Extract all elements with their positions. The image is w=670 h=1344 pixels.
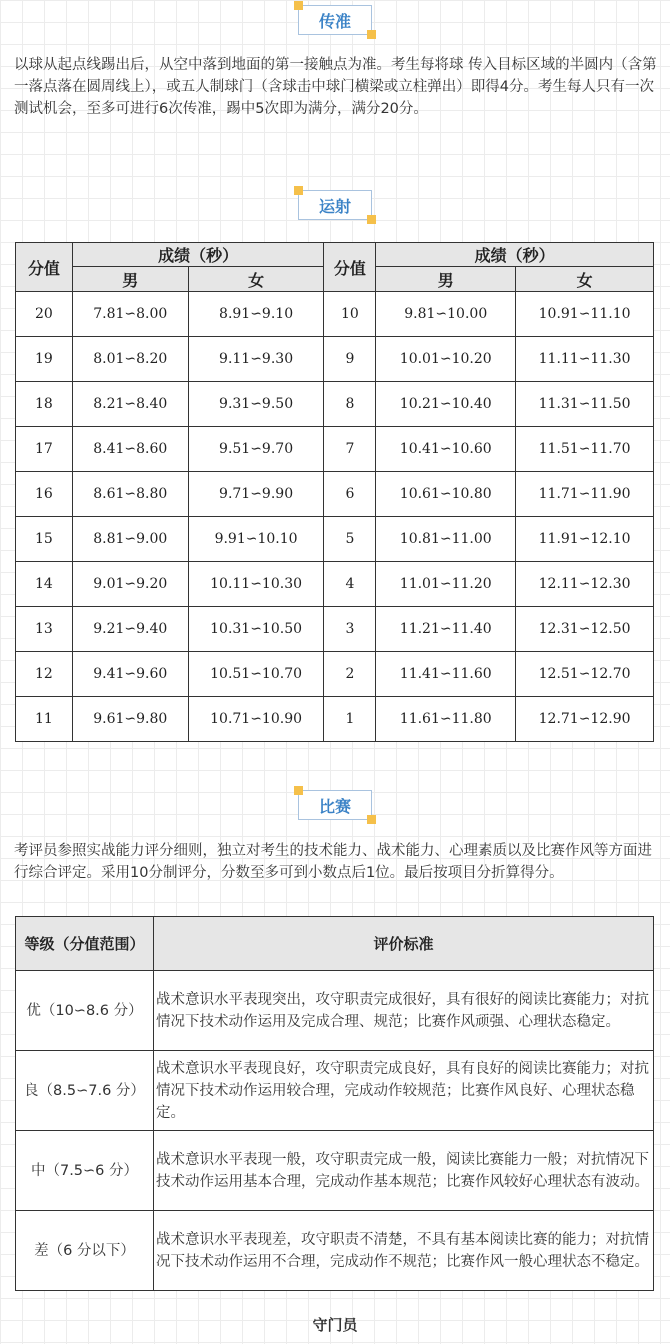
table-row — [16, 607, 654, 652]
score-left-cell: 17 — [16, 427, 73, 472]
score-right-cell: 5 — [324, 517, 376, 562]
male-time-right-cell: 11.61∽11.80 — [376, 697, 516, 742]
female-time-left-cell: 9.11∽9.30 — [188, 337, 324, 382]
female-time-right-cell: 11.31∽11.50 — [516, 382, 654, 427]
male-time-left-cell: 9.41∽9.60 — [72, 652, 188, 697]
score-right-cell: 8 — [324, 382, 376, 427]
female-time-right-cell: 12.51∽12.70 — [516, 652, 654, 697]
female-header: 女 — [188, 267, 324, 292]
table-row — [16, 427, 654, 472]
table-row — [16, 292, 654, 337]
male-time-right-cell: 10.61∽10.80 — [376, 472, 516, 517]
goalkeeper-title: 守门员 — [312, 1316, 358, 1334]
score-table-body — [16, 292, 654, 742]
female-time-left-cell: 9.91∽10.10 — [188, 517, 324, 562]
score-left-cell: 11 — [16, 697, 73, 742]
score-left-cell: 12 — [16, 652, 73, 697]
score-right-cell: 2 — [324, 652, 376, 697]
score-right-cell: 3 — [324, 607, 376, 652]
male-time-left-cell: 9.01∽9.20 — [72, 562, 188, 607]
male-time-left-cell: 8.41∽8.60 — [72, 427, 188, 472]
match-table-body — [16, 971, 654, 1291]
section-title-shot — [298, 190, 372, 220]
male-time-right-cell: 9.81∽10.00 — [376, 292, 516, 337]
score-left-cell: 19 — [16, 337, 73, 382]
male-time-left-cell: 8.81∽9.00 — [72, 517, 188, 562]
male-header: 男 — [72, 267, 188, 292]
female-time-right-cell: 12.31∽12.50 — [516, 607, 654, 652]
table-row — [16, 697, 654, 742]
female-time-left-cell: 9.51∽9.70 — [188, 427, 324, 472]
grade-cell: 良（8.5∽7.6 分） — [16, 1051, 154, 1131]
score-right-cell: 1 — [324, 697, 376, 742]
criteria-cell: 战术意识水平表现一般，攻守职责完成一般，阅读比赛能力一般；对抗情况下技术动作运用基本合理，完成动作基本规范；比赛作风较好心理状态有波动。 — [154, 1131, 654, 1211]
score-right-cell: 10 — [324, 292, 376, 337]
criteria-header: 评价标准 — [154, 917, 654, 971]
table-row — [16, 517, 654, 562]
male-header: 男 — [376, 267, 516, 292]
corner-marker — [294, 786, 303, 795]
shot-score-table — [15, 242, 654, 742]
male-time-left-cell: 7.81∽8.00 — [72, 292, 188, 337]
female-time-right-cell: 11.71∽11.90 — [516, 472, 654, 517]
section-title-pass — [298, 5, 372, 35]
male-time-left-cell: 9.21∽9.40 — [72, 607, 188, 652]
section-title-match — [298, 790, 372, 820]
criteria-cell: 战术意识水平表现良好，攻守职责完成良好，具有良好的阅读比赛能力；对抗情况下技术动作运用较合理，完成动作较规范；比赛作风良好、心理状态稳定。 — [154, 1051, 654, 1131]
pass-title-text: 传准 — [318, 11, 351, 31]
female-time-left-cell: 10.51∽10.70 — [188, 652, 324, 697]
female-time-left-cell: 10.31∽10.50 — [188, 607, 324, 652]
corner-marker — [367, 30, 376, 39]
table-row — [16, 1211, 654, 1291]
table-row — [16, 562, 654, 607]
match-description: 考评员参照实战能力评分细则，独立对考生的技术能力、战术能力、心理素质以及比赛作风等方面进行综合评定。采用10分制评分，分数至多可到小数点后1位。最后按项目分折算得分。 — [14, 843, 652, 881]
score-left-cell: 13 — [16, 607, 73, 652]
corner-marker — [294, 1, 303, 10]
table-row — [16, 472, 654, 517]
table-row — [16, 382, 654, 427]
shot-title-text: 运射 — [318, 196, 351, 216]
corner-marker — [294, 186, 303, 195]
corner-marker — [367, 815, 376, 824]
male-time-left-cell: 8.21∽8.40 — [72, 382, 188, 427]
score-header-right: 分值 — [324, 243, 376, 292]
match-title-text: 比赛 — [318, 796, 351, 816]
match-criteria-table — [15, 916, 654, 1291]
female-time-left-cell: 10.11∽10.30 — [188, 562, 324, 607]
grade-header: 等级（分值范围） — [16, 917, 154, 971]
table-row — [16, 1131, 654, 1211]
score-right-cell: 4 — [324, 562, 376, 607]
score-right-cell: 9 — [324, 337, 376, 382]
male-time-left-cell: 8.61∽8.80 — [72, 472, 188, 517]
male-time-left-cell: 8.01∽8.20 — [72, 337, 188, 382]
score-left-cell: 16 — [16, 472, 73, 517]
table-row — [16, 337, 654, 382]
female-time-left-cell: 9.31∽9.50 — [188, 382, 324, 427]
male-time-right-cell: 10.01∽10.20 — [376, 337, 516, 382]
table-row — [16, 1051, 654, 1131]
male-time-right-cell: 11.21∽11.40 — [376, 607, 516, 652]
score-left-cell: 20 — [16, 292, 73, 337]
female-header: 女 — [516, 267, 654, 292]
female-time-left-cell: 10.71∽10.90 — [188, 697, 324, 742]
table-row — [16, 971, 654, 1051]
male-time-right-cell: 11.01∽11.20 — [376, 562, 516, 607]
female-time-right-cell: 12.11∽12.30 — [516, 562, 654, 607]
criteria-cell: 战术意识水平表现突出，攻守职责完成很好，具有很好的阅读比赛能力；对抗情况下技术动作运用及完成合理、规范；比赛作风顽强、心理状态稳定。 — [154, 971, 654, 1051]
male-time-right-cell: 11.41∽11.60 — [376, 652, 516, 697]
grade-cell: 中（7.5∽6 分） — [16, 1131, 154, 1211]
score-header-left: 分值 — [16, 243, 73, 292]
grade-cell: 优（10∽8.6 分） — [16, 971, 154, 1051]
score-right-cell: 6 — [324, 472, 376, 517]
score-left-cell: 18 — [16, 382, 73, 427]
score-left-cell: 15 — [16, 517, 73, 562]
female-time-right-cell: 11.11∽11.30 — [516, 337, 654, 382]
corner-marker — [367, 215, 376, 224]
female-time-right-cell: 11.91∽12.10 — [516, 517, 654, 562]
pass-description: 以球从起点线踢出后，从空中落到地面的第一接触点为准。考生每将球 传入目标区域的半圆内（含第一落点落在圆周线上），或五人制球门（含球击中球门横梁或立柱弹出）即得4分。考生每人只有一次测试机会，至多可进行6次传准，踢中5次即为满分，满分20分。 — [14, 57, 657, 117]
result-header-right: 成绩（秒） — [376, 243, 654, 267]
grade-cell: 差（6 分以下） — [16, 1211, 154, 1291]
female-time-right-cell: 11.51∽11.70 — [516, 427, 654, 472]
female-time-right-cell: 10.91∽11.10 — [516, 292, 654, 337]
score-left-cell: 14 — [16, 562, 73, 607]
criteria-cell: 战术意识水平表现差，攻守职责不清楚，不具有基本阅读比赛的能力；对抗情况下技术动作运用不合理，完成动作不规范；比赛作风一般心理状态不稳定。 — [154, 1211, 654, 1291]
male-time-right-cell: 10.41∽10.60 — [376, 427, 516, 472]
score-right-cell: 7 — [324, 427, 376, 472]
male-time-right-cell: 10.21∽10.40 — [376, 382, 516, 427]
female-time-right-cell: 12.71∽12.90 — [516, 697, 654, 742]
male-time-left-cell: 9.61∽9.80 — [72, 697, 188, 742]
male-time-right-cell: 10.81∽11.00 — [376, 517, 516, 562]
female-time-left-cell: 8.91∽9.10 — [188, 292, 324, 337]
table-row — [16, 652, 654, 697]
result-header-left: 成绩（秒） — [72, 243, 324, 267]
female-time-left-cell: 9.71∽9.90 — [188, 472, 324, 517]
